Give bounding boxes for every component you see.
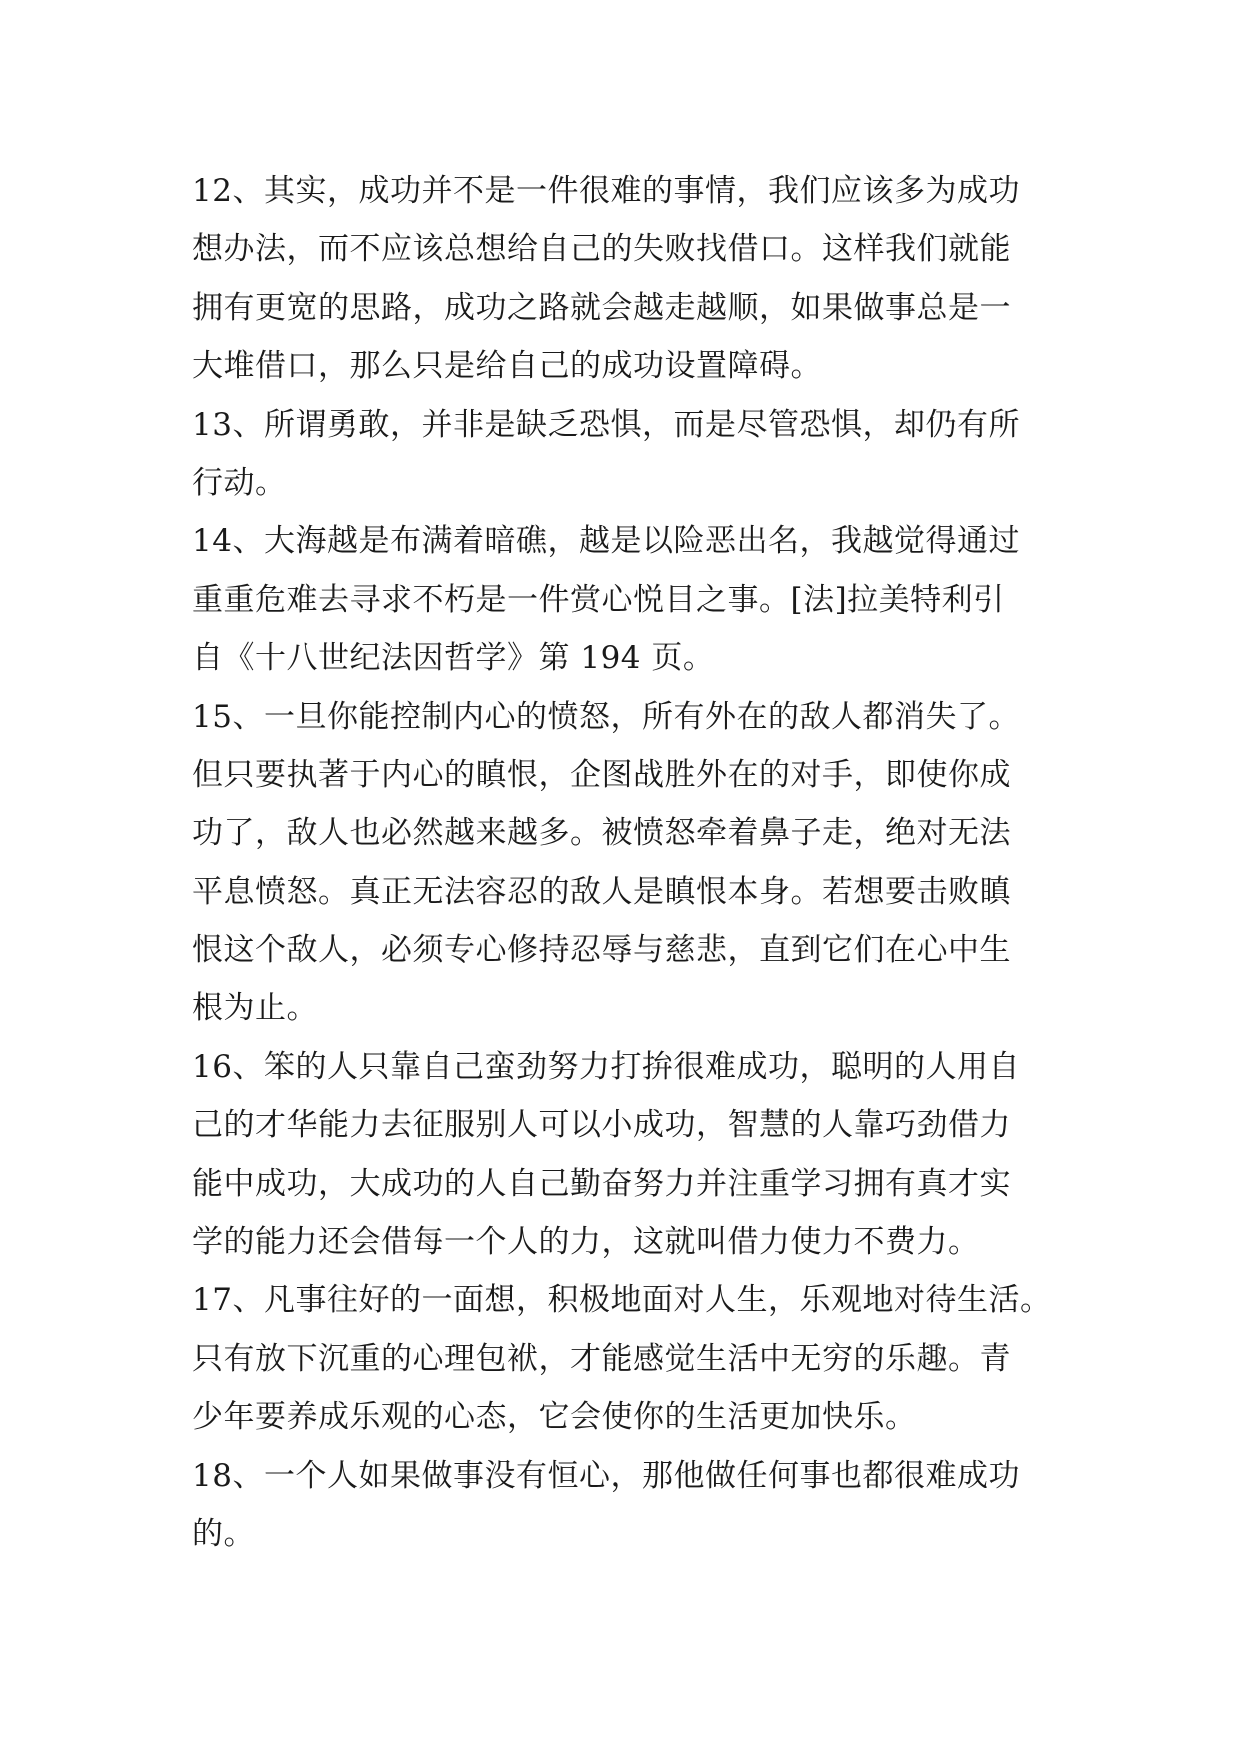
text-line: 16、笨的人只靠自己蛮劲努力打拚很难成功，聪明的人用自: [192, 1048, 1020, 1085]
text-line: 只有放下沉重的心理包袱，才能感觉生活中无穷的乐趣。青: [192, 1340, 1011, 1377]
text-line: 行动。: [192, 464, 287, 501]
text-line: 重重危难去寻求不朽是一件赏心悦目之事。[法]拉美特利引: [192, 581, 1005, 618]
text-line: 拥有更宽的思路，成功之路就会越走越顺，如果做事总是一: [192, 289, 1011, 326]
text-line: 能中成功，大成功的人自己勤奋努力并注重学习拥有真才实: [192, 1165, 1011, 1202]
text-line: 17、凡事往好的一面想，积极地面对人生，乐观地对待生活。: [192, 1282, 1052, 1319]
text-line: 恨这个敌人，必须专心修持忍辱与慈悲，直到它们在心中生: [192, 932, 1011, 969]
text-line: 大堆借口，那么只是给自己的成功设置障碍。: [192, 348, 822, 385]
text-line: 14、大海越是布满着暗礁，越是以险恶出名，我越觉得通过: [192, 523, 1020, 560]
text-line: 13、所谓勇敢，并非是缺乏恐惧，而是尽管恐惧，却仍有所: [192, 406, 1020, 443]
text-line: 15、一旦你能控制内心的愤怒，所有外在的敌人都消失了。: [192, 698, 1020, 735]
text-line: 但只要执著于内心的瞋恨，企图战胜外在的对手，即使你成: [192, 756, 1011, 793]
text-line: 的。: [192, 1515, 255, 1552]
text-line: 自《十八世纪法因哲学》第 194 页。: [192, 640, 715, 677]
body-text: [192, 162, 1092, 1563]
text-line: 想办法，而不应该总想给自己的失败找借口。这样我们就能: [192, 231, 1011, 268]
text-line: 少年要养成乐观的心态，它会使你的生活更加快乐。: [192, 1399, 917, 1436]
text-line: 学的能力还会借每一个人的力，这就叫借力使力不费力。: [192, 1224, 980, 1261]
text-line: 18、一个人如果做事没有恒心，那他做任何事也都很难成功: [192, 1457, 1020, 1494]
text-line: 己的才华能力去征服别人可以小成功，智慧的人靠巧劲借力: [192, 1107, 1011, 1144]
text-line: 平息愤怒。真正无法容忍的敌人是瞋恨本身。若想要击败瞋: [192, 873, 1011, 910]
text-line: 12、其实，成功并不是一件很难的事情，我们应该多为成功: [192, 173, 1020, 209]
text-line: 功了，敌人也必然越来越多。被愤怒牵着鼻子走，绝对无法: [192, 815, 1011, 852]
text-line: 根为止。: [192, 990, 318, 1027]
